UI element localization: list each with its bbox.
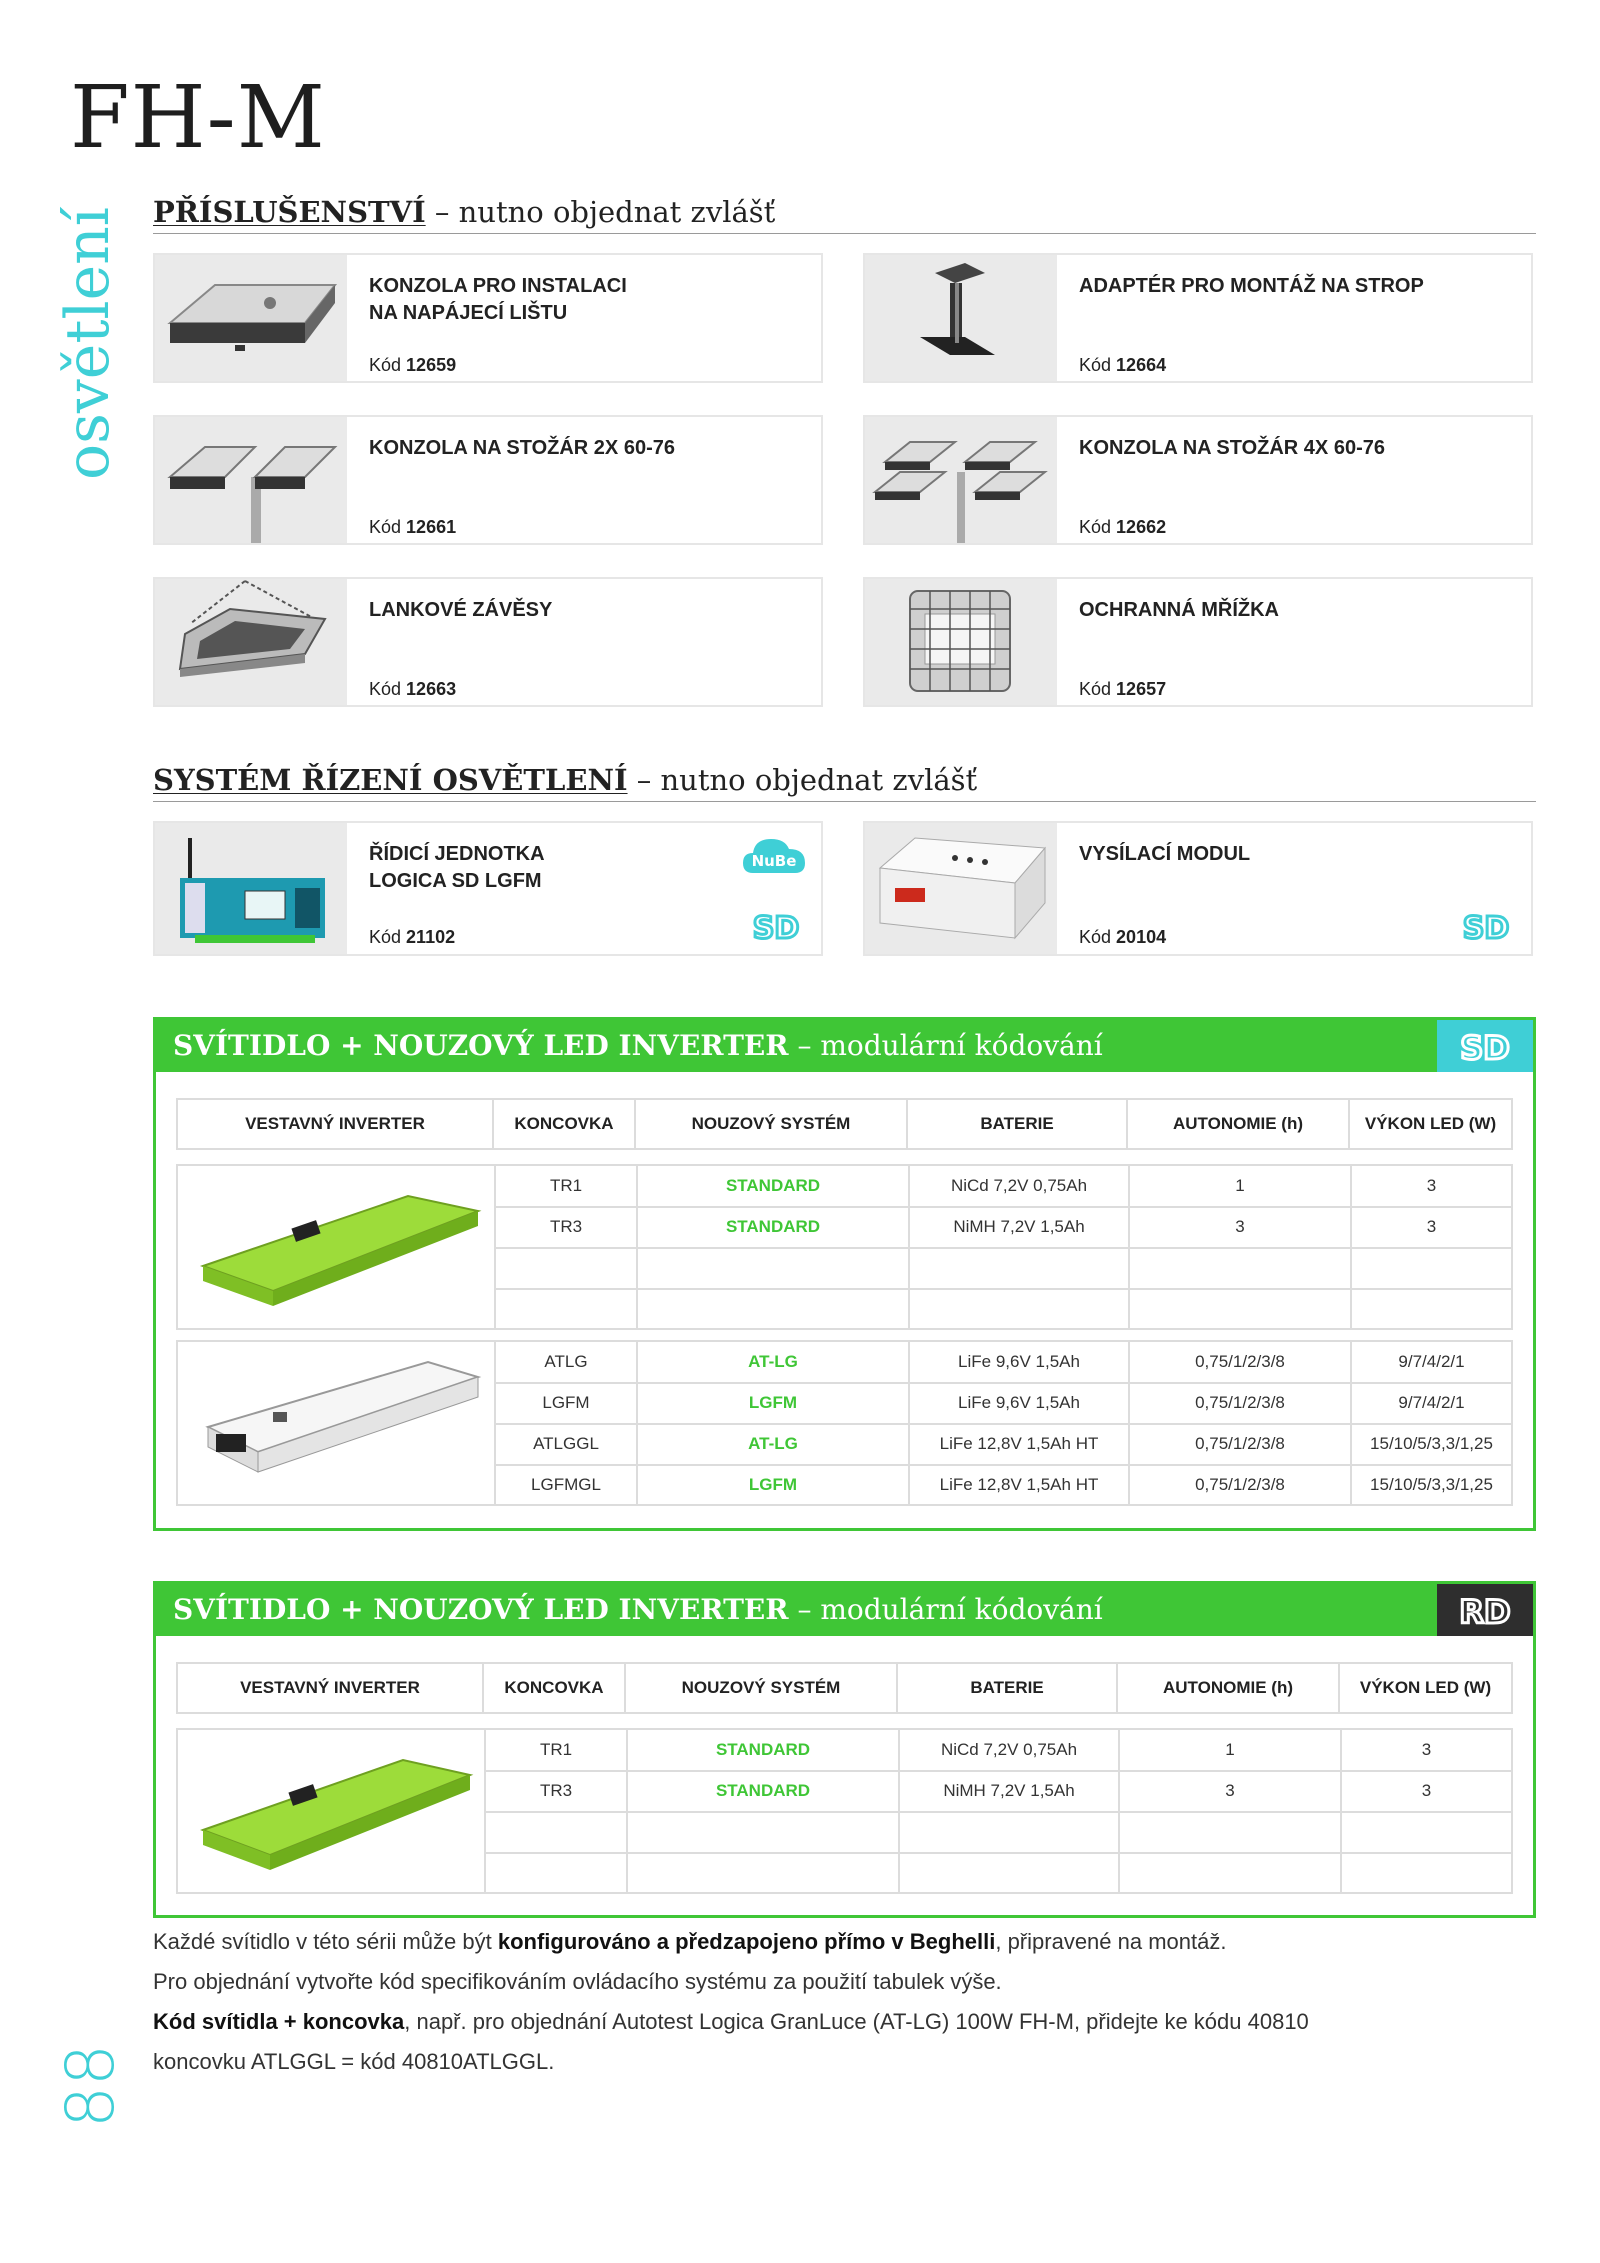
accessory-code: Kód 12661 [369,517,457,537]
column-header: NOUZOVÝ SYSTÉM [636,1100,908,1148]
white-inverter-image [178,1342,496,1504]
accessory-card[interactable] [153,253,823,383]
accessory-card[interactable] [863,415,1533,545]
accessory-card[interactable] [863,577,1533,707]
accessory-code: Kód 12657 [1079,679,1167,699]
sd-table-header-bar [156,1020,1533,1072]
table-row: LGFM LGFM LiFe 9,6V 1,5Ah 0,75/1/2/3/8 9/7/4/2/1 [496,1383,1511,1425]
svg-text:RD: RD [1459,1593,1511,1631]
rd-group-1 [176,1728,1513,1894]
column-header: VESTAVNÝ INVERTER [178,1100,494,1148]
accessory-code: Kód 12659 [369,355,457,375]
control-unit-image [155,823,347,954]
sd-group-1 [176,1164,1513,1330]
column-header: NOUZOVÝ SYSTÉM [626,1664,898,1712]
sd-table-title: SVÍTIDLO + NOUZOVÝ LED INVERTER – modulární kódování [173,1029,1103,1062]
accessories-heading-rest: – nutno objednat zvlášť [425,195,776,229]
wire-suspension-image [155,579,347,705]
svg-text:NuBe: NuBe [751,852,797,870]
rd-table-title: SVÍTIDLO + NOUZOVÝ LED INVERTER – modulární kódování [173,1593,1103,1626]
table-row: TR3 STANDARD NiMH 7,2V 1,5Ah 3 3 [496,1207,1511,1249]
footer-line-4: koncovku ATLGGL = kód 40810ATLGGL. [153,2049,555,2074]
rd-logo-icon [1437,1584,1533,1636]
pole-bracket-2x-image [155,417,347,543]
control-code: Kód 20104 [1079,927,1167,947]
sd-badge-icon [1455,911,1517,948]
nube-badge-icon [741,835,807,882]
table-row: ATLGGL AT-LG LiFe 12,8V 1,5Ah HT 0,75/1/2/3/8 15/10/5/3,3/1,25 [496,1424,1511,1466]
control-heading-bold: SYSTÉM ŘÍZENÍ OSVĚTLENÍ [153,763,628,797]
table-row [496,1248,1511,1290]
footer-line-2: Pro objednání vytvořte kód specifikováním ovládacího systému za použití tabulek výše. [153,1969,1002,1994]
footer-line-3: Kód svítidla + koncovka, např. pro objednání Autotest Logica GranLuce (AT-LG) 100W FH-M, přidejte ke kódu 40810 [153,2009,1309,2034]
rd-coding-table [153,1581,1536,1918]
footer-notes [153,1922,1543,2082]
side-section-label: osvětlení [53,207,123,480]
sd-logo-icon [1437,1020,1533,1072]
column-header: AUTONOMIE (h) [1128,1100,1350,1148]
accessory-title: KONZOLA PRO INSTALACI NA NAPÁJECÍ LIŠTU [369,275,627,324]
column-header: BATERIE [908,1100,1128,1148]
protective-grid-image [865,579,1057,705]
ceiling-adapter-image [865,255,1057,381]
accessory-title: KONZOLA NA STOŽÁR 4X 60-76 [1079,437,1385,459]
control-card[interactable] [863,821,1533,956]
page-title: FH-M [70,68,326,168]
table-row [496,1289,1511,1329]
svg-text:SD: SD [1460,1029,1510,1067]
page-number: 88 [52,2044,129,2128]
accessories-heading [153,195,1536,234]
green-inverter-image [178,1166,496,1328]
accessory-card[interactable] [153,577,823,707]
table-row: TR3 STANDARD NiMH 7,2V 1,5Ah 3 3 [486,1771,1511,1813]
control-heading-rest: – nutno objednat zvlášť [627,763,978,797]
table-row: TR1 STANDARD NiCd 7,2V 0,75Ah 1 3 [496,1166,1511,1208]
green-inverter-image [178,1730,486,1892]
accessories-heading-bold: PŘÍSLUŠENSTVÍ [153,195,426,229]
column-header: VÝKON LED (W) [1359,1678,1492,1697]
rd-table-column-headers [176,1662,1513,1714]
accessory-title: OCHRANNÁ MŘÍŽKA [1079,599,1279,621]
footer-line-1: Každé svítidlo v této sérii může být konfigurováno a předzapojeno přímo v Beghelli, připravené na montáž. [153,1929,1227,1954]
column-header: VÝKON LED (W) [1364,1114,1497,1133]
sd-badge-icon [745,911,807,948]
control-card[interactable] [153,821,823,956]
control-code: Kód 21102 [369,927,456,947]
table-row: LGFMGL LGFM LiFe 12,8V 1,5Ah HT 0,75/1/2/3/8 15/10/5/3,3/1,25 [496,1465,1511,1505]
sd-group-2 [176,1340,1513,1506]
column-header: KONCOVKA [494,1100,636,1148]
table-row [486,1812,1511,1854]
column-header: KONCOVKA [484,1664,626,1712]
accessory-code: Kód 12663 [369,679,457,699]
sd-coding-table [153,1017,1536,1531]
column-header: VESTAVNÝ INVERTER [178,1664,484,1712]
column-header: AUTONOMIE (h) [1118,1664,1340,1712]
control-title: ŘÍDICÍ JEDNOTKA LOGICA SD LGFM [369,843,545,892]
accessory-code: Kód 12662 [1079,517,1167,537]
table-row: ATLG AT-LG LiFe 9,6V 1,5Ah 0,75/1/2/3/8 9/7/4/2/1 [496,1342,1511,1384]
transmitter-module-image [865,823,1057,954]
control-title: VYSÍLACÍ MODUL [1079,843,1251,865]
svg-text:SD: SD [1462,911,1510,943]
column-header: BATERIE [898,1664,1118,1712]
table-row: TR1 STANDARD NiCd 7,2V 0,75Ah 1 3 [486,1730,1511,1772]
accessory-title: ADAPTÉR PRO MONTÁŽ NA STROP [1079,275,1424,297]
control-heading [153,763,1536,802]
accessory-code: Kód 12664 [1079,355,1167,375]
rd-table-header-bar [156,1584,1533,1636]
accessory-card[interactable] [863,253,1533,383]
pole-bracket-4x-image [865,417,1057,543]
accessory-title: KONZOLA NA STOŽÁR 2X 60-76 [369,437,675,459]
svg-text:SD: SD [752,911,800,943]
accessory-title: LANKOVÉ ZÁVĚSY [369,599,553,621]
sd-table-column-headers [176,1098,1513,1150]
accessory-card[interactable] [153,415,823,545]
track-bracket-image [155,255,347,381]
table-row [486,1853,1511,1893]
